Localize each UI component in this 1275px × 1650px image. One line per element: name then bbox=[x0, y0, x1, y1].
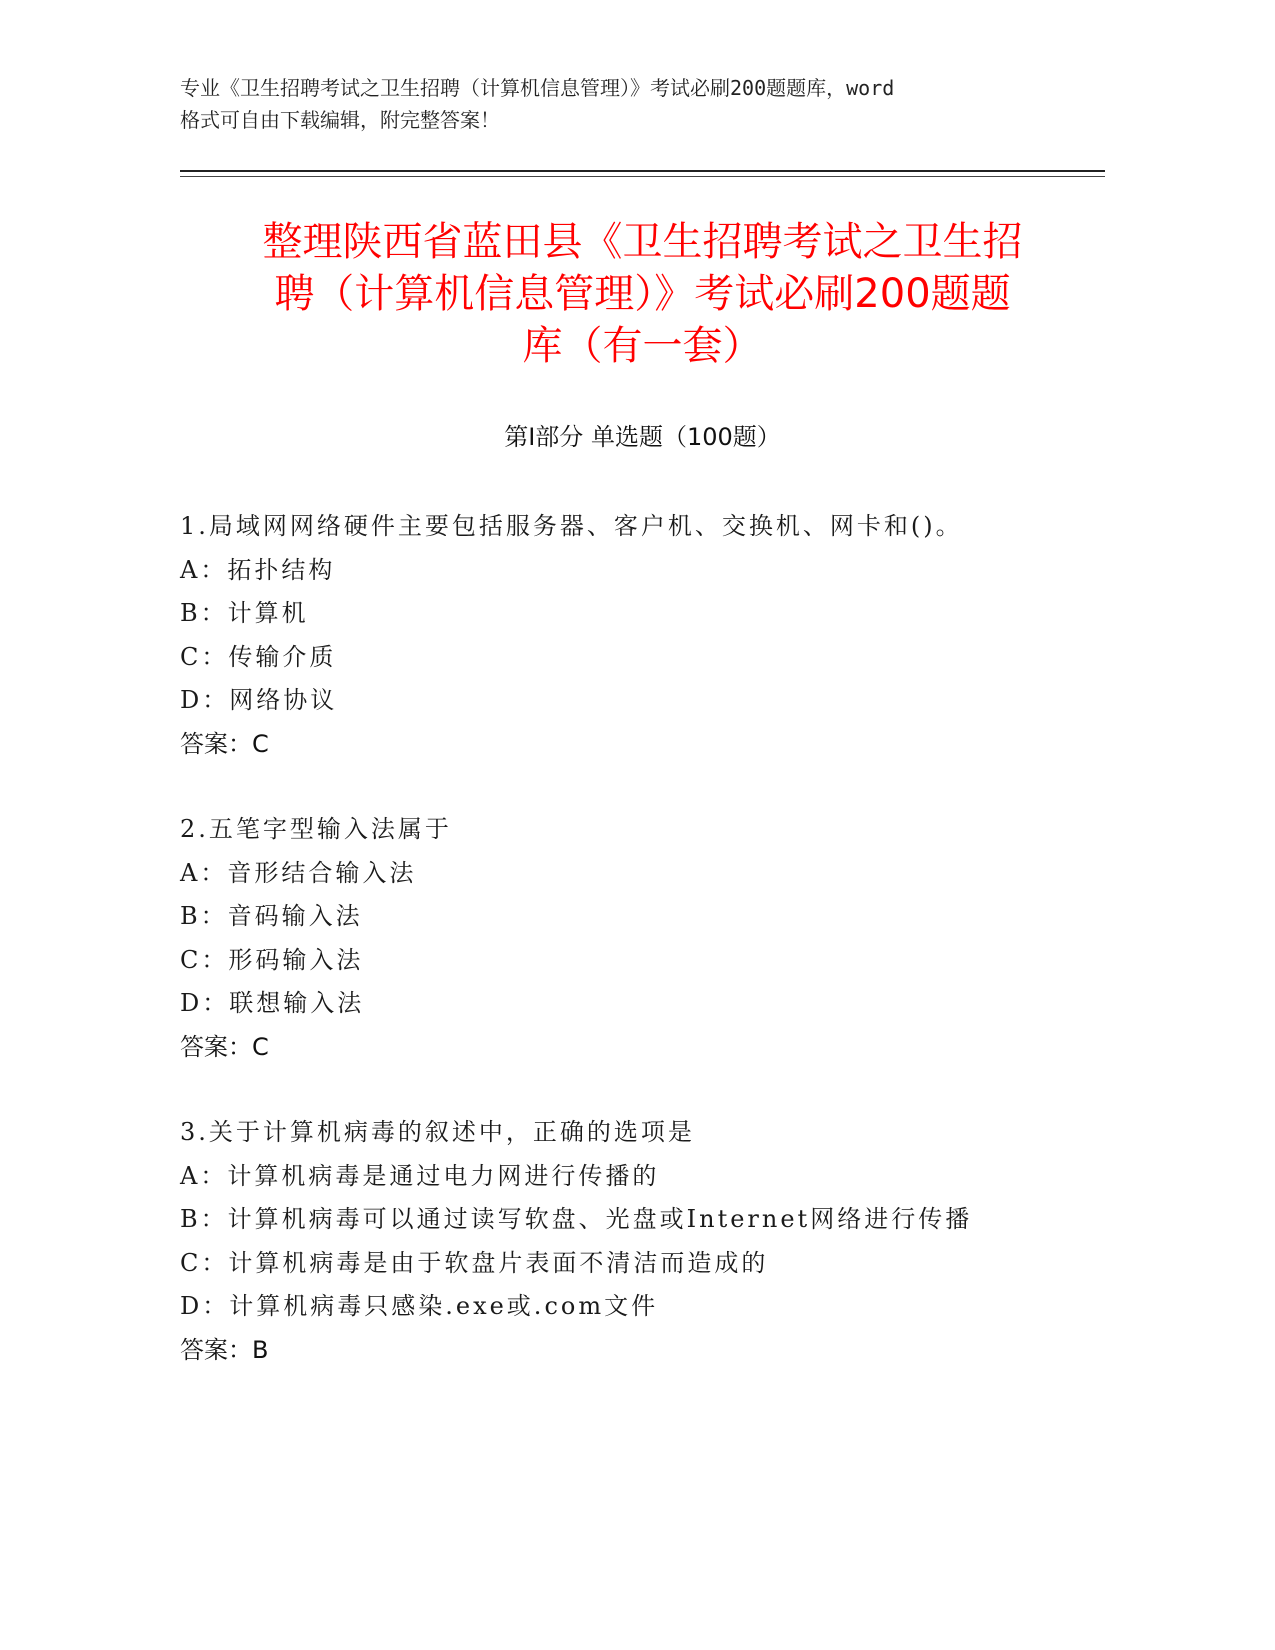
option-b: B：计算机病毒可以通过读写软盘、光盘或Internet网络进行传播 bbox=[180, 1205, 973, 1233]
title-line-2: 聘（计算机信息管理）》考试必刷200题题 bbox=[274, 271, 1011, 317]
question-stem: 2.五笔字型输入法属于 bbox=[180, 815, 452, 843]
question-stem: 1.局域网网络硬件主要包括服务器、客户机、交换机、网卡和()。 bbox=[180, 512, 963, 540]
option-c: C：传输介质 bbox=[180, 642, 337, 671]
answer: 答案：B bbox=[180, 1335, 269, 1364]
title-line-3: 库（有一套） bbox=[522, 323, 763, 369]
header-line-2: 格式可自由下载编辑，附完整答案！ bbox=[180, 108, 500, 132]
answer: 答案：C bbox=[180, 729, 269, 758]
option-a: A：音形结合输入法 bbox=[180, 858, 417, 887]
option-b: B：计算机 bbox=[180, 599, 309, 627]
question-list bbox=[180, 505, 1105, 1414]
answer: 答案：C bbox=[180, 1032, 269, 1061]
option-c: C：形码输入法 bbox=[180, 945, 364, 974]
option-d: D：联想输入法 bbox=[180, 989, 365, 1017]
section-title: 第Ⅰ部分 单选题（100题） bbox=[504, 423, 781, 451]
option-b: B：音码输入法 bbox=[180, 902, 363, 930]
header-divider-thick bbox=[180, 170, 1105, 172]
question-3 bbox=[180, 1111, 1105, 1372]
header-divider-thin bbox=[180, 176, 1105, 177]
header-note bbox=[180, 72, 1060, 136]
option-a: A：计算机病毒是通过电力网进行传播的 bbox=[180, 1161, 660, 1190]
header-line-1: 专业《卫生招聘考试之卫生招聘（计算机信息管理）》考试必刷200题题库，word bbox=[180, 76, 895, 100]
question-1 bbox=[180, 505, 1105, 766]
question-2 bbox=[180, 808, 1105, 1069]
option-d: D：计算机病毒只感染.exe或.com文件 bbox=[180, 1292, 659, 1320]
option-a: A：拓扑结构 bbox=[180, 555, 336, 584]
option-c: C：计算机病毒是由于软盘片表面不清洁而造成的 bbox=[180, 1248, 769, 1277]
question-stem: 3.关于计算机病毒的叙述中，正确的选项是 bbox=[180, 1118, 695, 1146]
option-d: D：网络协议 bbox=[180, 686, 338, 714]
document-title bbox=[180, 216, 1105, 372]
title-line-1: 整理陕西省蓝田县《卫生招聘考试之卫生招 bbox=[262, 219, 1023, 265]
